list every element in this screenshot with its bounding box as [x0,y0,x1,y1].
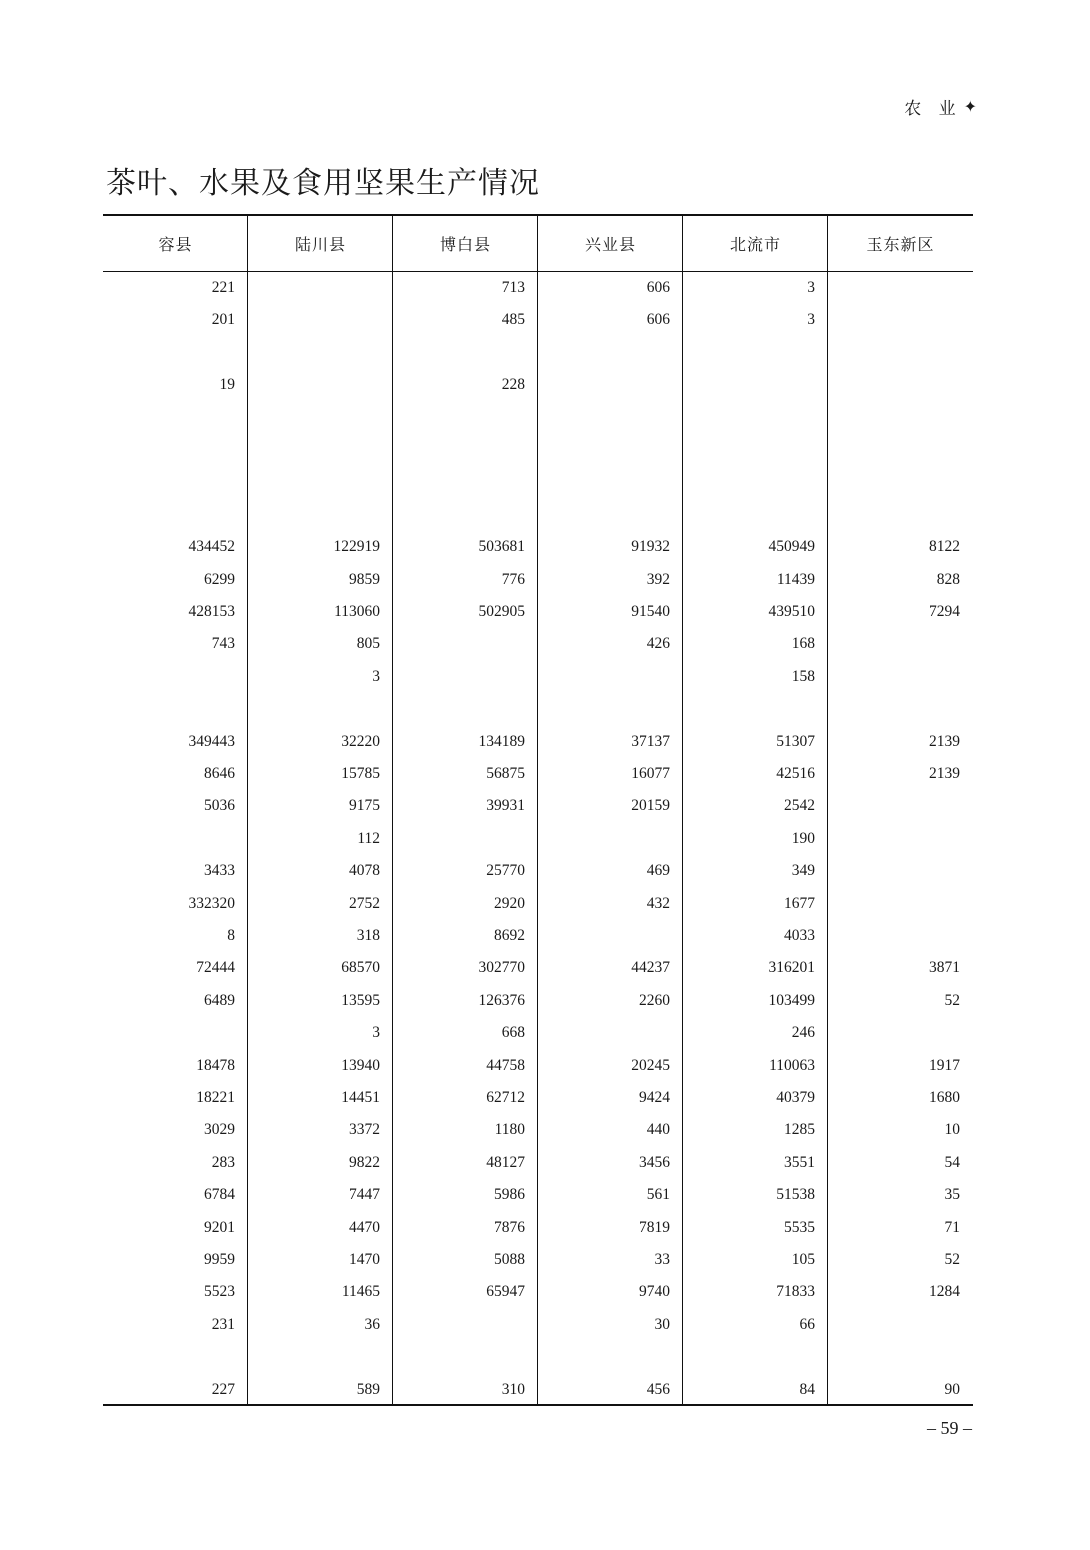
table-cell: 349 [791,862,815,880]
table-cell: 485 [501,311,525,329]
table-cell: 776 [501,570,525,588]
table-cell: 5088 [494,1251,525,1268]
table-cell: 606 [646,279,670,296]
section-header-label: 农 业 [904,99,962,119]
table-cell: 3456 [639,1153,670,1171]
table-cell: 1680 [929,1089,960,1106]
table-cell: 2920 [494,894,525,912]
table-cell: 62712 [486,1089,525,1106]
table-cell: 90 [944,1380,960,1398]
table-cell: 36 [364,1315,380,1333]
table-cell: 5036 [204,797,235,815]
table-cell: 713 [501,279,525,296]
table-cell: 7294 [929,603,960,620]
table-cell: 91540 [631,603,670,620]
table-cell: 30 [654,1315,670,1333]
table-cell: 4078 [349,862,380,880]
table-cell: 606 [646,311,670,329]
table-cell: 805 [356,635,380,653]
table-cell: 668 [501,1024,525,1042]
column-header-xingye: 兴业县 [584,235,636,254]
table-cell: 231 [211,1315,235,1333]
table-cell: 310 [501,1380,525,1398]
table-cell: 103499 [768,991,815,1009]
table-cell: 32220 [341,732,380,750]
table-cell: 3 [807,311,815,329]
page-number: – 59 – [927,1418,972,1438]
table-cell: 51307 [776,732,815,750]
table-cell: 37137 [631,732,670,750]
table-cell: 44758 [486,1056,525,1074]
table-cell: 9859 [349,570,380,588]
table-cell: 71833 [776,1283,815,1301]
table-cell: 68570 [341,959,380,977]
table-cell: 1180 [494,1121,525,1139]
table-cell: 828 [936,570,960,588]
table-cell: 18221 [196,1089,235,1106]
table-cell: 5986 [494,1186,525,1204]
table-cell: 6299 [204,570,235,588]
table-cell: 1284 [929,1283,960,1301]
table-bottom-rule [103,1404,973,1406]
table-cell: 66 [799,1315,815,1333]
table-cell: 18478 [196,1056,235,1074]
table-cell: 20159 [631,797,670,815]
table-cell: 9740 [639,1283,670,1301]
table-cell: 469 [646,862,670,880]
table-cell: 126376 [478,991,525,1009]
table-cell: 42516 [776,765,815,782]
table-cell: 8 [227,927,235,944]
column-header-luchuan: 陆川县 [294,235,346,254]
table-cell: 8122 [929,538,960,556]
table-cell: 450949 [768,538,815,556]
table-cell: 14451 [341,1089,380,1106]
table-cell: 4033 [784,927,815,944]
table-cell: 84 [799,1380,815,1398]
table-cell: 44237 [631,959,670,977]
table-cell: 426 [646,635,670,653]
table-cell: 7447 [349,1186,380,1204]
table-cell: 35 [944,1186,960,1204]
table-cell: 91932 [631,538,670,556]
table-cell: 2542 [784,797,815,815]
table-cell: 20245 [631,1056,670,1074]
table-cell: 72444 [196,959,235,977]
table-cell: 9201 [204,1218,235,1236]
table-cell: 3433 [204,862,235,880]
table-cell: 15785 [341,765,380,782]
table-cell: 158 [791,667,815,685]
table-cell: 168 [791,635,815,653]
table-cell: 316201 [768,959,815,977]
table-cell: 201 [211,311,235,329]
table-cell: 1677 [784,894,815,912]
table-cell: 48127 [486,1153,525,1171]
table-cell: 227 [211,1380,235,1398]
table-cell: 3029 [204,1121,235,1139]
table-cell: 5523 [204,1283,235,1301]
table-cell: 9175 [349,797,380,815]
table-cell: 246 [791,1024,815,1042]
table-cell: 16077 [631,765,670,782]
table-cell: 52 [944,1251,960,1268]
table-cell: 9959 [204,1251,235,1268]
table-cell: 432 [646,894,670,912]
table-cell: 122919 [333,538,380,556]
page-title: 茶叶、水果及食用坚果生产情况 [106,166,540,202]
table-cell: 3 [372,1024,380,1042]
table-cell: 56875 [486,765,525,782]
diamond-icon: ✦ [963,97,977,116]
table-cell: 502905 [478,603,525,620]
table-cell: 13595 [341,991,380,1009]
table-cell: 440 [646,1121,670,1139]
table-cell: 302770 [478,959,525,977]
table-cell: 2260 [639,991,670,1009]
table-cell: 19 [219,376,235,394]
table-cell: 9424 [639,1089,670,1106]
column-header-beiliu: 北流市 [729,235,781,254]
table-cell: 105 [791,1251,815,1268]
table-cell: 1470 [349,1251,380,1268]
table-cell: 51538 [776,1186,815,1204]
table-cell: 10 [944,1121,960,1139]
table-cell: 11439 [776,570,815,588]
table-cell: 71 [944,1218,960,1236]
table-cell: 318 [356,927,380,944]
table-cell: 190 [791,829,815,847]
table-header-rule [103,271,973,272]
table-cell: 349443 [188,732,235,750]
table-cell: 228 [501,376,525,394]
table-cell: 40379 [776,1089,815,1106]
table-cell: 2752 [349,894,380,912]
table-cell: 33 [654,1251,670,1268]
table-cell: 456 [646,1380,670,1398]
table-cell: 589 [356,1380,380,1398]
table-cell: 2139 [929,732,960,750]
data-table [103,214,973,1408]
table-cell: 221 [211,279,235,296]
table-cell: 434452 [188,538,235,556]
table-cell: 13940 [341,1056,380,1074]
table-cell: 3 [372,667,380,685]
table-cell: 6784 [204,1186,235,1204]
table-cell: 428153 [188,603,235,620]
table-cell: 2139 [929,765,960,782]
table-cell: 65947 [486,1283,525,1301]
column-header-yudong: 玉东新区 [866,235,935,254]
table-cell: 1285 [784,1121,815,1139]
table-cell: 54 [944,1153,960,1171]
table-cell: 25770 [486,862,525,880]
table-cell: 52 [944,991,960,1009]
table-cell: 561 [646,1186,670,1204]
table-cell: 332320 [188,894,235,912]
table-cell: 5535 [784,1218,815,1236]
table-cell: 39931 [486,797,525,815]
table-cell: 11465 [341,1283,380,1301]
table-cell: 110063 [769,1056,815,1074]
table-cell: 113060 [334,603,380,620]
table-cell: 503681 [478,538,525,556]
table-cell: 3551 [784,1153,815,1171]
table-cell: 4470 [349,1218,380,1236]
table-cell: 6489 [204,991,235,1009]
column-header-rongxian: 容县 [158,235,193,254]
table-cell: 8646 [204,765,235,782]
table-cell: 3871 [929,959,960,977]
table-cell: 283 [211,1153,235,1171]
table-cell: 7876 [494,1218,525,1236]
table-cell: 112 [357,829,380,847]
table-cell: 392 [646,570,670,588]
column-header-bobai: 博白县 [439,235,491,254]
table-cell: 9822 [349,1153,380,1171]
table-cell: 743 [211,635,235,653]
table-cell: 439510 [768,603,815,620]
table-cell: 1917 [929,1056,960,1074]
table-cell: 134189 [478,732,525,750]
table-cell: 8692 [494,927,525,944]
section-header [904,94,977,119]
table-cell: 7819 [639,1218,670,1236]
table-cell: 3372 [349,1121,380,1139]
table-cell: 3 [807,279,815,296]
